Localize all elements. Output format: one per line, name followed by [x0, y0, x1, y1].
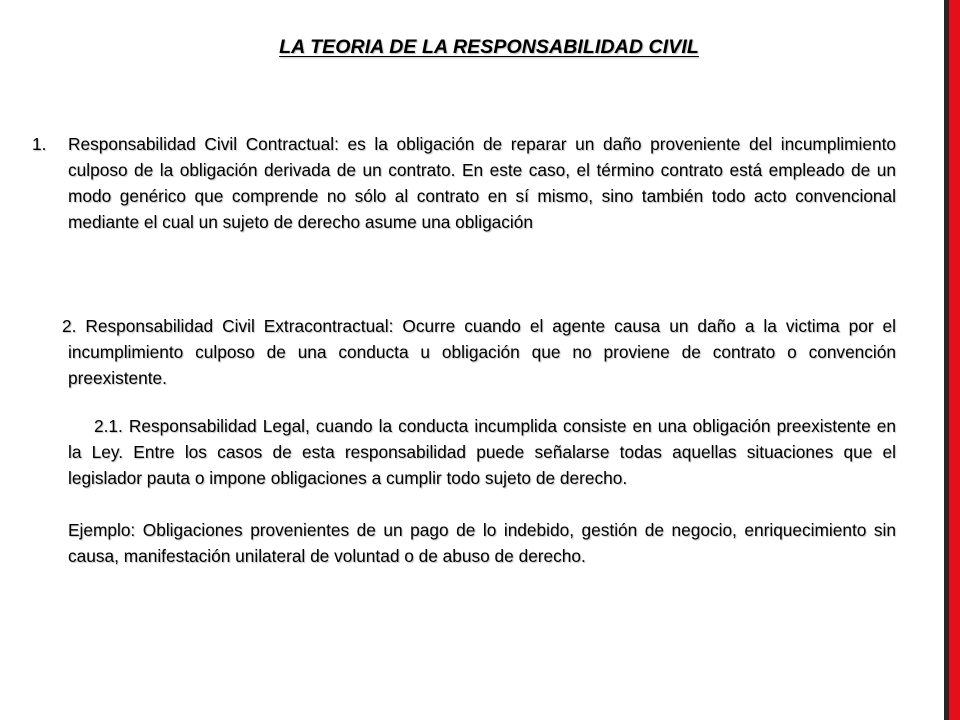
item-2-extracontractual: 2. Responsabilidad Civil Extracontractual: Ocurre cuando el agente causa un daño a la victima por el incumplimiento culposo de una conducta u obligación que no proviene de contrato o convención preexistente.	[62, 316, 896, 388]
example-paragraph: Ejemplo: Obligaciones provenientes de un pago de lo indebido, gestión de negocio, enriquecimiento sin causa, manifestación unilateral de voluntad o de abuso de derecho.	[68, 520, 896, 566]
item-2-1-legal: 2.1. Responsabilidad Legal, cuando la conducta incumplida consiste en una obligación preexistente en la Ley. Entre los casos de esta responsabilidad puede señalarse todas aquellas situaciones que el legislador pauta o impone obligaciones a cumplir todo sujeto de derecho.	[68, 416, 896, 488]
slide-title: LA TEORIA DE LA RESPONSABILIDAD CIVIL	[279, 36, 699, 58]
item-1-contractual: Responsabilidad Civil Contractual: es la obligación de reparar un daño proveniente del incumplimiento culposo de la obligación derivada de un contrato. En este caso, el término contrato está empleado de un modo genérico que comprende no sólo al contrato en sí mismo, sino también todo acto convencional mediante el cual un sujeto de derecho asume una obligación	[68, 134, 896, 232]
side-bar-accent	[949, 0, 960, 720]
item-1-number: 1.	[32, 134, 47, 154]
